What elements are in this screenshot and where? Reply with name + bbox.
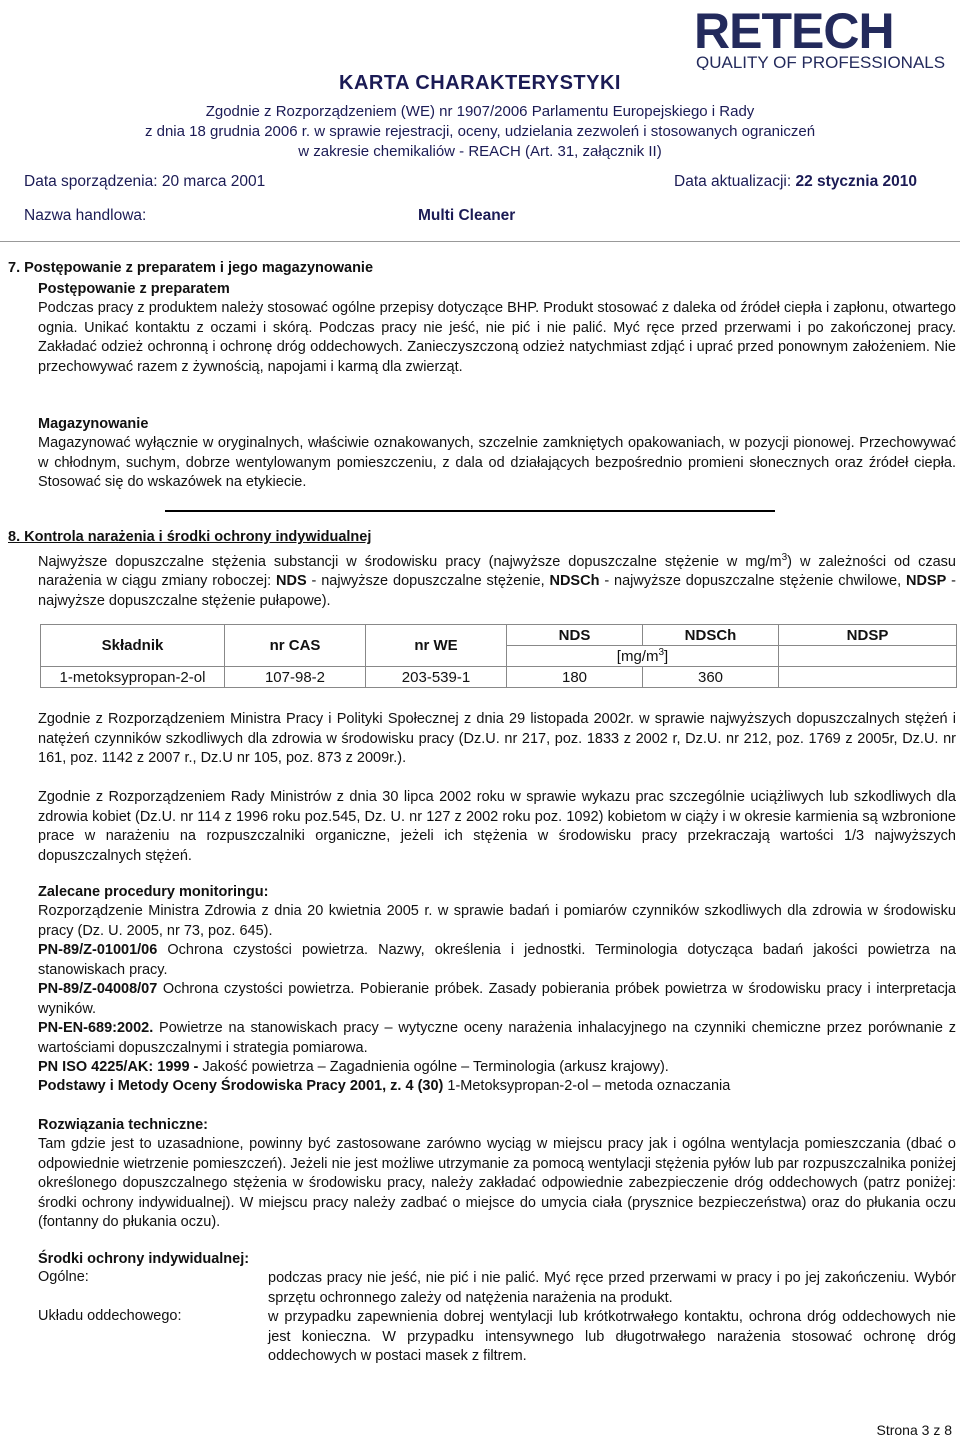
monitoring-item-2 [38, 941, 956, 980]
cell-nds: 180 [507, 667, 643, 688]
trade-name-label: Nazwa handlowa: [24, 207, 147, 224]
standard-code: Podstawy i Metody Oceny Środowiska Pracy 2001, z. 4 (30) [38, 1078, 444, 1094]
abbr-ndsch: NDSCh [549, 573, 600, 590]
document-title: KARTA CHARAKTERYSTYKI [339, 72, 621, 94]
handling-text: Podczas pracy z produktem należy stosować ogólne przepisy dotyczące BHP. Produkt stosować z daleka od źródeł ciepła i zapłonu, otwartego ognia. Unikać kontaktu z oczami i skórą. Podczas pracy nie jeść, nie pić i nie palić. Myć ręce przed przerwami i po zakończonej pracy. Zakładać odzież ochronną i ochronę dróg oddechowych. Zanieczyszczoną odzież natychmiast zdjąć i uprać przed ponownym założeniem. Nie przechowywać razem z żywnością, napojami i karmą dla zwierząt. [38, 300, 956, 375]
monitoring-item-4 [38, 1019, 956, 1058]
exposure-limits-table [40, 624, 957, 688]
standard-text: 1-Metoksypropan-2-ol – metoda oznaczania [443, 1078, 731, 1094]
unit-part-a: [mg/m [616, 648, 659, 665]
standard-code: PN ISO 4225/AK: 1999 - [38, 1059, 199, 1075]
standard-text: Powietrze na stanowiskach pracy – wytyczne oceny narażenia inhalacyjnego na czynniki chemiczne przez porównanie z wartościami dopuszczalnymi i strategia pomiarowa. [38, 1020, 956, 1056]
page-number: Strona 3 z 8 [876, 1422, 952, 1438]
monitoring-item-5 [38, 1058, 956, 1078]
standard-code: PN-89/Z-04008/07 [38, 981, 158, 997]
ppe-respiratory-label: Układu oddechowego: [38, 1308, 182, 1324]
header-we: nr WE [366, 625, 507, 667]
standard-text: Jakość powietrza – Zagadnienia ogólne – Terminologia (arkusz krajowy). [198, 1059, 669, 1075]
standard-code: PN-EN-689:2002. [38, 1020, 154, 1036]
ppe-respiratory-text: w przypadku zapewnienia dobrej wentylacji lub krótkotrwałego kontaktu, ochrona dróg oddechowych nie jest konieczna. W przypadku intensywnego lub długotrwałego narażenia stosować ochronę dróg oddechowych w postaci masek z filtrem. [268, 1309, 956, 1364]
intro-sup: 3 [781, 552, 788, 563]
table-header-row [41, 625, 957, 646]
cell-we: 203-539-1 [366, 667, 507, 688]
date-updated [674, 173, 917, 191]
ppe-general-label: Ogólne: [38, 1269, 89, 1285]
intro-part-a: Najwyższe dopuszczalne stężenia substancji w środowisku pracy (najwyższe dopuszczalne stężenie w mg/m [38, 553, 782, 570]
intro-part-d: - najwyższe dopuszczalne stężenie chwilowe, [599, 573, 906, 590]
storage-subheading: Magazynowanie [38, 416, 149, 432]
logo-tagline: QUALITY OF PROFESSIONALS [696, 53, 946, 70]
ppe-general-text: podczas pracy nie jeść, nie pić i nie palić. Myć ręce przed przerwami w pracy i po jej zakończeniu. Wybór sprzętu ochronnego zależy od natężenia narażenia na produkt. [268, 1270, 956, 1306]
intro-part-c: - najwyższe dopuszczalne stężenie, [306, 573, 550, 590]
header-ndsch: NDSCh [643, 625, 779, 646]
retech-logo [690, 8, 952, 70]
cell-cas: 107-98-2 [225, 667, 366, 688]
regulation-paragraph-2: Zgodnie z Rozporządzeniem Rady Ministrów z dnia 30 lipca 2002 roku w sprawie wykazu prac szczególnie uciążliwych lub szkodliwych dla zdrowia kobiet (Dz.U. nr 114 z 1996 roku poz.545, Dz. U. nr 127 z 2002 roku poz. 1092) kobietom w ciąży i w okresie karmienia są wzbronione prace w narażeniu na rozpuszczalniki organiczne, jeżeli ich stężenia w środowisku pracy przekraczają wartości 1/3 najwyższych dopuszczalnych stężeń. [38, 789, 956, 864]
handling-subheading: Postępowanie z preparatem [38, 281, 230, 297]
unit-sup: 3 [658, 647, 665, 658]
unit-empty [779, 646, 957, 667]
date-updated-value: 22 stycznia 2010 [795, 173, 917, 190]
monitoring-item-6 [38, 1077, 956, 1097]
date-created: Data sporządzenia: 20 marca 2001 [24, 173, 266, 190]
ppe-heading: Środki ochrony indywidualnej: [38, 1251, 250, 1267]
table-row [41, 667, 957, 688]
section-7-heading: 7. Postępowanie z preparatem i jego magazynowanie [8, 260, 374, 276]
header-cas: nr CAS [225, 625, 366, 667]
standard-code: PN-89/Z-01001/06 [38, 942, 158, 958]
abbr-ndsp: NDSP [906, 573, 947, 590]
date-updated-label: Data aktualizacji: [674, 173, 792, 190]
technical-heading: Rozwiązania techniczne: [38, 1117, 209, 1133]
header-ndsp: NDSP [779, 625, 957, 646]
cell-ingredient: 1-metoksypropan-2-ol [41, 667, 225, 688]
regulation-line-1: Zgodnie z Rozporządzeniem (WE) nr 1907/2006 Parlamentu Europejskiego i Rady [205, 103, 755, 120]
cell-ndsch: 360 [643, 667, 779, 688]
unit-part-b: ] [664, 648, 669, 665]
regulation-line-3: w zakresie chemikaliów - REACH (Art. 31, załącznik II) [298, 143, 662, 160]
intro-part-b: w zależności od czasu narażenia w ciągu zmiany roboczej: [38, 553, 956, 590]
standard-text: Ochrona czystości powietrza. Nazwy, określenia i jednostki. Terminologia dotycząca badań jakości powietrza na stanowiskach pracy. [38, 942, 956, 978]
cell-ndsp [779, 667, 957, 688]
section-8-heading: 8. Kontrola narażenia i środki ochrony indywidualnej [8, 529, 372, 545]
regulation-paragraph-1: Zgodnie z Rozporządzeniem Ministra Pracy i Polityki Społecznej z dnia 29 listopada 2002r. w sprawie najwyższych dopuszczalnych stężeń i natężeń czynników szkodliwych dla zdrowia w środowisku pracy (Dz.U. nr 217, poz. 1833 z 2002 r, Dz.U. nr 212, poz. 1769 z 2005r, Dz.U. nr 161, poz. 1142 z 2007 r., Dz.U nr 105, poz. 873 z 2009r.). [38, 711, 956, 766]
section-divider [165, 510, 775, 512]
trade-name-value: Multi Cleaner [418, 207, 516, 224]
abbr-nds: NDS [276, 573, 307, 590]
intro-part-e: - najwyższe dopuszczalne stężenie pułapowe). [38, 573, 957, 609]
logo-wordmark: RETECH [694, 8, 894, 59]
standard-text: Ochrona czystości powietrza. Pobieranie próbek. Zasady pobierania próbek powietrza w środowisku pracy i interpretacja wyników. [38, 981, 956, 1017]
storage-text: Magazynować wyłącznie w oryginalnych, właściwie oznakowanych, szczelnie zamkniętych opakowaniach, w pozycji pionowej. Przechowywać w chłodnym, suchym, dobrze wentylowanym pomieszczeniu, z dala od działających bezpośrednio promieni słonecznych oraz źródeł ciepła. Stosować się do wskazówek na etykiecie. [38, 435, 956, 490]
header-nds: NDS [507, 625, 643, 646]
monitoring-heading: Zalecane procedury monitoringu: [38, 884, 269, 900]
header-divider [0, 241, 960, 242]
unit-cell [507, 646, 779, 667]
monitoring-item-1: Rozporządzenie Ministra Zdrowia z dnia 20 kwietnia 2005 r. w sprawie badań i pomiarów czynników szkodliwych dla zdrowia w środowisku pracy (Dz. U. 2005, nr 73, poz. 645). [38, 903, 956, 939]
technical-text: Tam gdzie jest to uzasadnione, powinny być zastosowane zarówno wyciąg w miejscu pracy jak i ogólna wentylacja pomieszczania (dbać o odpowiednie wietrzenie pomieszczeń). Jeżeli nie jest możliwe utrzymanie za pomocą wentylacji stężenia pyłów lub par rozpuszczalnika poniżej określonego dopuszczalnego stężenia w środowisku pracy, należy zakładać odpowiednie zabezpieczenie dróg oddechowych (patrz poniżej: środki ochrony indywidualnej). W miejscu pracy należy zadbać o miejsce do umycia ciała (prysznice bezpieczeństwa) oraz do płukania oczu (fontanny do płukania oczu). [38, 1136, 956, 1230]
header-ingredient: Składnik [41, 625, 225, 667]
exposure-intro: Najwyższe dopuszczalne stężenia substancji w środowisku pracy (najwyższe dopuszczalne stężenie w $mg/m^3$) w zależności od czasu narażenia w ciągu zmiany roboczej: NDS - najwyższe dopuszczalne stężenie, NDSCh - najwyższe dopuszczalne stężenie chwilowe, NDSP - najwyższe dopuszczalne stężenie pułapowe). [38, 552, 957, 609]
regulation-line-2: z dnia 18 grudnia 2006 r. w sprawie rejestracji, oceny, udzielania zezwoleń i stosowanych ograniczeń [144, 123, 816, 140]
monitoring-item-3 [38, 980, 956, 1019]
